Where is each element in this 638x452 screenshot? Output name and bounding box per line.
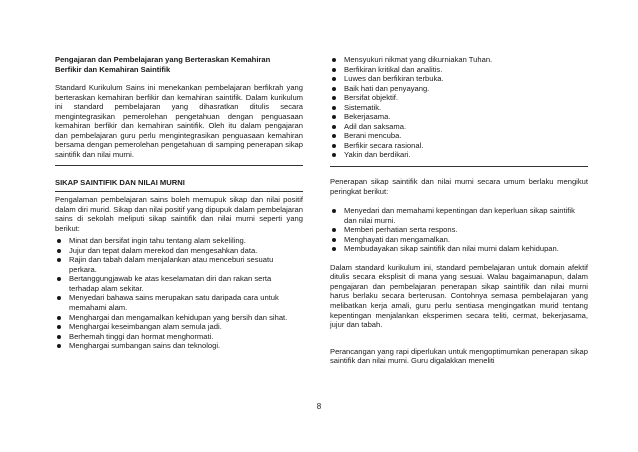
list-item: Bersifat objektif. (330, 93, 588, 103)
list-item: Adil dan saksama. (330, 122, 588, 132)
page-number: 8 (316, 402, 322, 411)
right-column (330, 55, 588, 366)
section-divider-top (55, 165, 303, 166)
list-item: Rajin dan tabah dalam menjalankan atau menceburi sesuatu perkara. (55, 255, 303, 274)
list-item: Menyedari bahawa sains merupakan satu daripada cara untuk memahami alam. (55, 293, 303, 312)
section-body-pdp: Standard Kurikulum Sains ini menekankan pembelajaran berfikrah yang berteraskan kemahiran berfikir dan kemahiran saintifik. Dalam kurikulum ini standard pembelajaran yang dihasratkan ditulis secara mengintegrasikan pemerolehan pengetahuan dengan penguasaan kemahiran berfikir dan kemahiran saintifik. Oleh itu dalam pengajaran dan pembelajaran guru perlu mengintegrasikan penguasaan kemahiran bersama dengan pemerolehan pengetahuan di samping penerapan sikap saintifik dan nilai murni. (55, 83, 303, 159)
section-divider-heading (55, 191, 303, 192)
attitude-list (55, 236, 303, 351)
list-item: Mensyukuri nikmat yang dikurniakan Tuhan. (330, 55, 588, 65)
right-divider (330, 166, 588, 167)
paragraph-perancangan: Perancangan yang rapi diperlukan untuk mengoptimumkan penerapan sikap saintifik dan nilai murni. Guru digalakkan meneliti (330, 346, 588, 366)
left-column (55, 55, 303, 351)
list-item: Berfikiran kritikal dan analitis. (330, 65, 588, 75)
list-item: Menghargai dan mengamalkan kehidupan yang bersih dan sihat. (55, 313, 303, 323)
list-item: Berani mencuba. (330, 131, 588, 141)
section-heading-sikap: SIKAP SAINTIFIK DAN NILAI MURNI (55, 178, 185, 188)
list-item: Memberi perhatian serta respons. (330, 225, 588, 235)
section-heading-pdp: Pengajaran dan Pembelajaran yang Berteraskan Kemahiran Berfikir dan Kemahiran Saintifik (55, 55, 271, 74)
values-list (330, 55, 588, 160)
list-item: Sistematik. (330, 103, 588, 113)
list-item: Menyedari dan memahami kepentingan dan keperluan sikap saintifik dan nilai murni. (330, 206, 588, 225)
list-item: Bertanggungjawab ke atas keselamatan diri dan rakan serta terhadap alam sekitar. (55, 274, 303, 293)
list-item: Menghayati dan mengamalkan. (330, 235, 588, 245)
section-body-sikap: Pengalaman pembelajaran sains boleh memupuk sikap dan nilai positif dalam diri murid. Sikap dan nilai positif yang dipupuk dalam pembelajaran sains di sekolah meliputi sikap saintifik dan nilai murni seperti yang berikut: (55, 195, 303, 233)
stages-list (330, 206, 588, 254)
list-item: Jujur dan tepat dalam merekod dan mengesahkan data. (55, 246, 303, 256)
list-item: Menghargai keseimbangan alam semula jadi. (55, 322, 303, 332)
list-item: Menghargai sumbangan sains dan teknologi. (55, 341, 303, 351)
list-item: Baik hati dan penyayang. (330, 84, 588, 94)
list-item: Berhemah tinggi dan hormat menghormati. (55, 332, 303, 342)
paragraph-penerapan: Penerapan sikap saintifik dan nilai murni secara umum berlaku mengikut peringkat berikut: (330, 177, 588, 196)
list-item: Minat dan bersifat ingin tahu tentang alam sekeliling. (55, 236, 303, 246)
paragraph-standard: Dalam standard kurikulum ini, standard pembelajaran untuk domain afektif ditulis secara eksplisit di mana yang sesuai. Walau bagaimanapun, dalam pengajaran dan pembelajaran penerapan sikap saintifik dan nilai murni harus berlaku secara berterusan. Contohnya semasa pembelajaran yang melibatkan kerja amali, guru perlu sentiasa mengingatkan murid tentang kepentingan menjalankan eksperimen secara teliti, cermat, bekerjasama, jujur dan tabah. (330, 262, 588, 330)
list-item: Bekerjasama. (330, 112, 588, 122)
list-item: Berfikir secara rasional. (330, 141, 588, 151)
list-item: Luwes dan berfikiran terbuka. (330, 74, 588, 84)
list-item: Yakin dan berdikari. (330, 150, 588, 160)
list-item: Membudayakan sikap saintifik dan nilai murni dalam kehidupan. (330, 244, 588, 254)
